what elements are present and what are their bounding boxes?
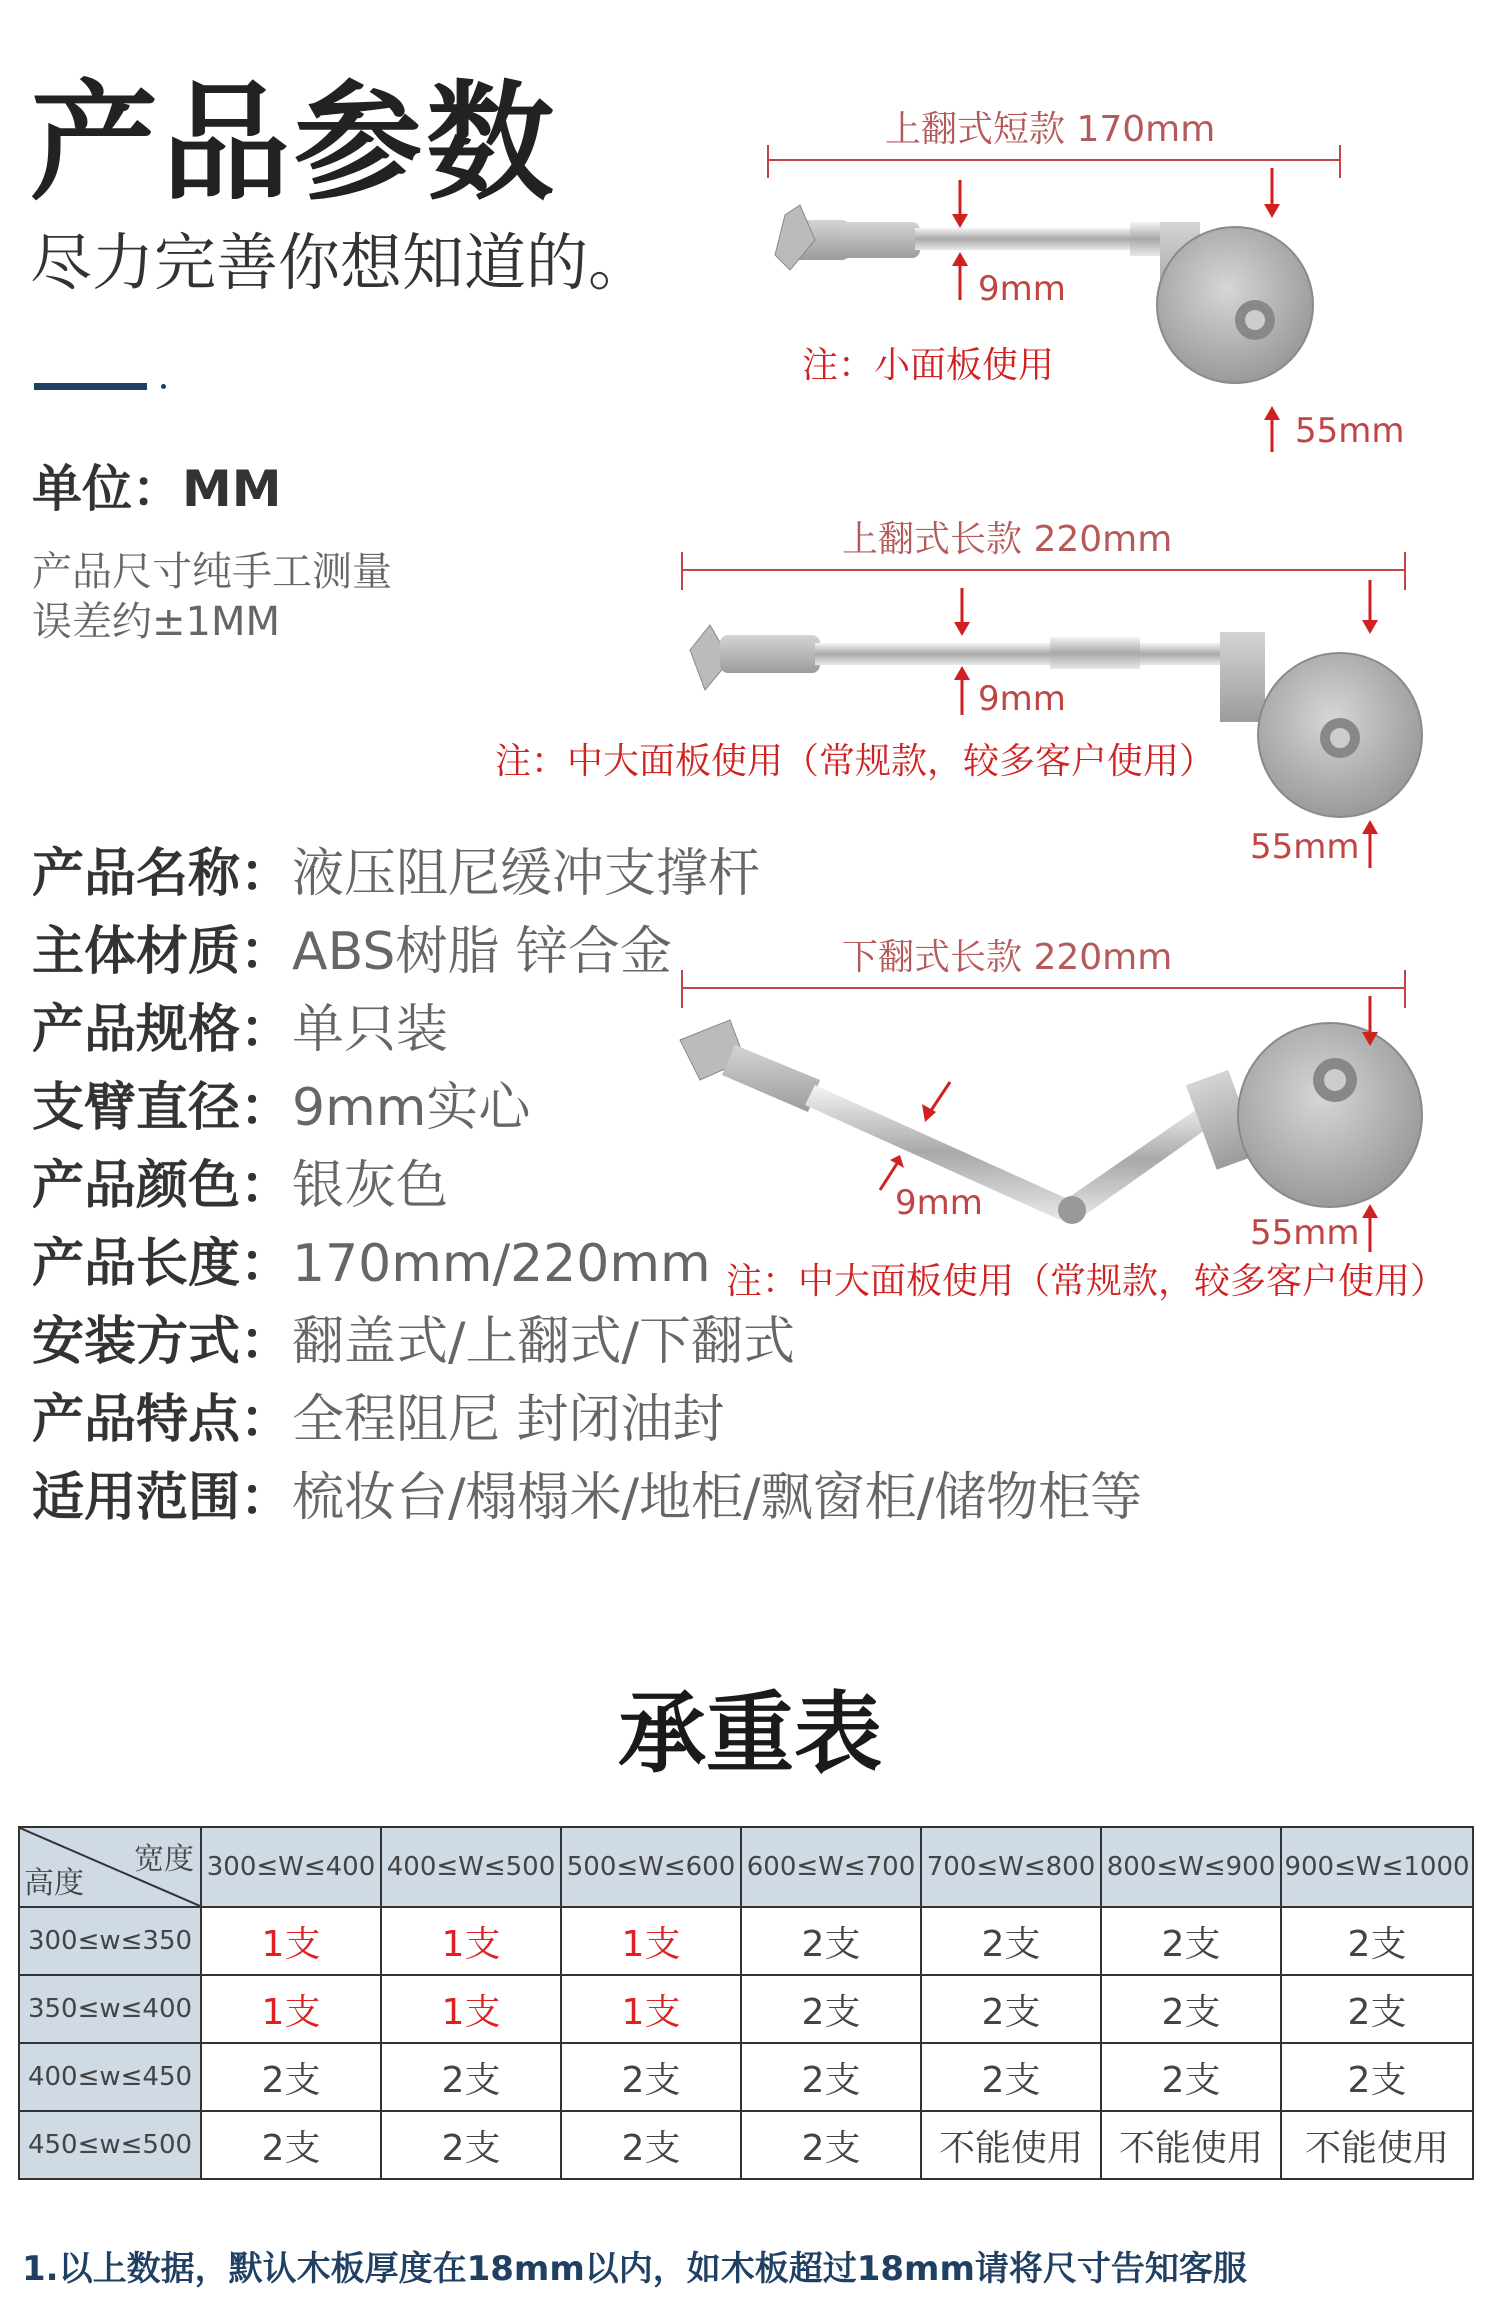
spec-value: 梳妆台/榻榻米/地柜/飘窗柜/储物柜等 [292, 1468, 1143, 1528]
table-cell: 2支 [561, 2111, 741, 2179]
table-cell: 不能使用 [1281, 2111, 1473, 2179]
load-table-title: 承重表 [617, 1682, 882, 1785]
table-cell: 2支 [921, 1907, 1101, 1975]
table-cell: 1支 [201, 1907, 381, 1975]
table-cell: 2支 [1101, 1975, 1281, 2043]
spec-value: 9mm实心 [292, 1078, 531, 1138]
spec-label: 适用范围： [32, 1468, 293, 1528]
product-1-note: 注：小面板使用 [802, 345, 1055, 386]
column-header: 900≤W≤1000 [1281, 1827, 1473, 1907]
product-1-dimension: 上翻式短款 170mm [885, 109, 1216, 150]
spec-row [32, 1312, 796, 1372]
product-3-note: 注：中大面板使用（常规款，较多客户使用） [726, 1261, 1447, 1302]
table-cell: 2支 [921, 1975, 1101, 2043]
spec-value: 翻盖式/上翻式/下翻式 [292, 1312, 796, 1372]
product-3-diameter: 9mm [895, 1183, 983, 1223]
table-cell: 2支 [1101, 1907, 1281, 1975]
footer-note: 1.以上数据，默认木板厚度在18mm以内，如木板超过18mm请将尺寸告知客服 [22, 2249, 1247, 2289]
table-corner [19, 1827, 201, 1907]
table-cell: 1支 [561, 1975, 741, 2043]
table-row [19, 1907, 1473, 1975]
column-header: 500≤W≤600 [561, 1827, 741, 1907]
row-header: 450≤w≤500 [19, 2111, 201, 2179]
table-cell: 2支 [381, 2111, 561, 2179]
spec-value: 170mm/220mm [292, 1234, 711, 1294]
load-table-header-row [19, 1827, 1473, 1907]
spec-label: 产品名称： [32, 844, 293, 904]
table-cell: 不能使用 [921, 2111, 1101, 2179]
product-1-height: 55mm [1295, 411, 1405, 451]
spec-label: 产品规格： [32, 1000, 293, 1060]
spec-label: 产品特点： [32, 1390, 293, 1450]
spec-label: 安装方式： [32, 1312, 293, 1372]
load-table [18, 1826, 1474, 2180]
column-header: 800≤W≤900 [1101, 1827, 1281, 1907]
measure-note-1: 产品尺寸纯手工测量 [32, 549, 392, 595]
spec-value: 单只装 [292, 1000, 449, 1060]
page-title: 产品参数 [30, 69, 559, 218]
spec-label: 主体材质： [32, 922, 293, 982]
table-cell: 2支 [921, 2043, 1101, 2111]
column-header: 400≤W≤500 [381, 1827, 561, 1907]
spec-value: ABS树脂 锌合金 [292, 922, 672, 982]
page-subtitle: 尽力完善你想知道的。 [30, 226, 651, 299]
corner-height-label: 高度 [24, 1866, 84, 1901]
table-cell: 1支 [561, 1907, 741, 1975]
product-3-drawing [680, 970, 1422, 1252]
spec-label: 支臂直径： [32, 1078, 293, 1138]
table-cell: 2支 [741, 1975, 921, 2043]
table-cell: 2支 [741, 1907, 921, 1975]
table-cell: 2支 [201, 2111, 381, 2179]
table-cell: 2支 [1281, 1975, 1473, 2043]
table-cell: 2支 [1281, 1907, 1473, 1975]
spec-label: 产品颜色： [32, 1156, 293, 1216]
table-cell: 2支 [741, 2111, 921, 2179]
table-cell: 2支 [561, 2043, 741, 2111]
table-cell: 2支 [741, 2043, 921, 2111]
table-cell: 2支 [201, 2043, 381, 2111]
column-header: 300≤W≤400 [201, 1827, 381, 1907]
product-2-height: 55mm [1250, 827, 1360, 867]
spec-value: 银灰色 [292, 1156, 449, 1216]
spec-value: 液压阻尼缓冲支撑杆 [292, 844, 761, 904]
table-cell: 不能使用 [1101, 2111, 1281, 2179]
table-row [19, 2111, 1473, 2179]
table-row [19, 1975, 1473, 2043]
table-cell: 1支 [381, 1975, 561, 2043]
product-3-height: 55mm [1250, 1213, 1360, 1253]
product-2-diameter: 9mm [978, 679, 1066, 719]
product-1-diameter: 9mm [978, 269, 1066, 309]
row-header: 400≤w≤450 [19, 2043, 201, 2111]
column-header: 700≤W≤800 [921, 1827, 1101, 1907]
spec-value: 全程阻尼 封闭油封 [292, 1390, 725, 1450]
spec-row [32, 1468, 1143, 1528]
table-cell: 1支 [201, 1975, 381, 2043]
spec-row [32, 1390, 725, 1450]
corner-width-label: 宽度 [134, 1842, 194, 1877]
row-header: 350≤w≤400 [19, 1975, 201, 2043]
table-cell: 2支 [1281, 2043, 1473, 2111]
spec-label: 产品长度： [32, 1234, 293, 1294]
table-row [19, 2043, 1473, 2111]
product-2-dimension: 上翻式长款 220mm [842, 519, 1173, 560]
product-3-dimension: 下翻式长款 220mm [842, 937, 1173, 978]
row-header: 300≤w≤350 [19, 1907, 201, 1975]
table-cell: 2支 [1101, 2043, 1281, 2111]
column-header: 600≤W≤700 [741, 1827, 921, 1907]
table-cell: 2支 [381, 2043, 561, 2111]
product-2-note: 注：中大面板使用（常规款，较多客户使用） [495, 741, 1216, 782]
unit-label: 单位：MM [32, 460, 282, 518]
table-cell: 1支 [381, 1907, 561, 1975]
measure-note-2: 误差约±1MM [32, 599, 280, 645]
